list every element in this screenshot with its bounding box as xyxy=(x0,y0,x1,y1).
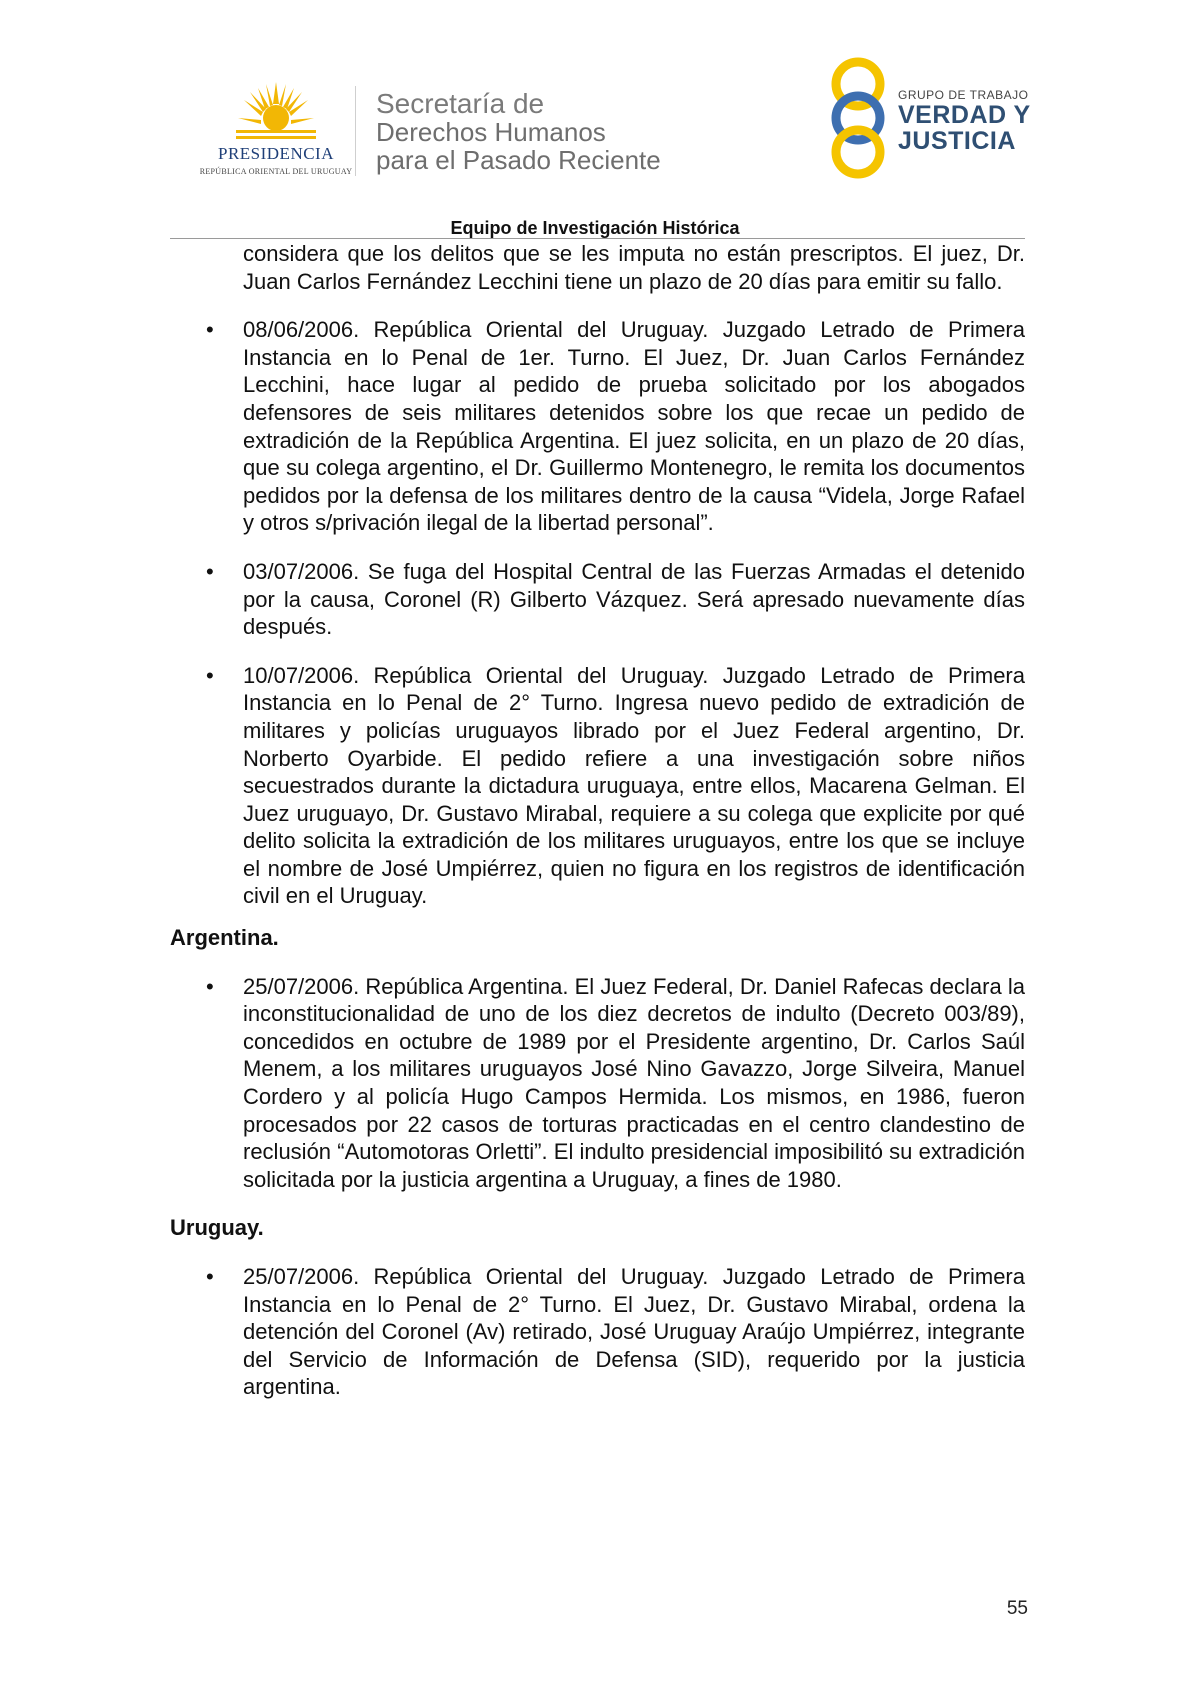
bullet: • xyxy=(206,662,214,688)
continuation-paragraph: considera que los delitos que se les imputa no están prescriptos. El juez, Dr. Juan Carlos Fernández Lecchini tiene un plazo de 20 días para emitir su fallo. xyxy=(243,241,1025,294)
section-heading-argentina: Argentina. xyxy=(170,925,279,951)
item-text: 10/07/2006. República Oriental del Uruguay. Juzgado Letrado de Primera Instancia en lo Penal de 2° Turno. Ingresa nuevo pedido de extradición de militares y policías uruguayos librado por el Juez Federal argentino, Dr. Norberto Oyarbide. El pedido refiere a una investigación sobre niños secuestrados durante la dictadura uruguaya, entre ellos, Macarena Gelman. El Juez uruguayo, Dr. Gustavo Mirabal, requiere a su colega que explicite por qué delito solicita la extradición de los militares uruguayos, entre los que se incluye el nombre de José Umpiérrez, quien no figura en los registros de identificación civil en el Uruguay. xyxy=(243,662,1025,909)
bullet: • xyxy=(206,1264,214,1289)
bullet: • xyxy=(206,973,214,999)
item-text: 25/07/2006. República Argentina. El Juez Federal, Dr. Daniel Rafecas declara la inconstitucionalidad de uno de los diez decretos de indulto (Decreto 003/89), concedidos en octubre de 1989 por el Presidente argentino, Dr. Carlos Saúl Menem, a los militares uruguayos José Nino Gavazzo, Jorge Silveira, Manuel Cordero y al policía Hugo Campos Hermida. Los mismos, en 1986, fueron procesados por 22 casos de torturas practicadas en el centro clandestino de reclusión “Automotoras Orletti”. El indulto presidencial imposibilitó su extradición solicitada por la justicia argentina a Uruguay, a fines de 1980. xyxy=(243,973,1025,1192)
verdad-justicia-text xyxy=(898,88,1031,154)
list-item xyxy=(206,316,1025,537)
bullet: • xyxy=(206,317,214,343)
document-body xyxy=(170,240,1025,1401)
logo-divider xyxy=(355,86,356,176)
team-title: Equipo de Investigación Histórica xyxy=(450,218,740,238)
item-text: 08/06/2006. República Oriental del Uruguay. Juzgado Letrado de Primera Instancia en lo Penal de 1er. Turno. El Juez, Dr. Juan Carlos Fernández Lecchini, hace lugar al pedido de prueba solicitado por los abogados defensores de seis militares detenidos sobre los que recae un pedido de extradición de la República Argentina. El juez solicita, en un plazo de 20 días, que su colega argentino, el Dr. Guillermo Montenegro, le remita los documentos pedidos por la defensa de los militares dentro de la causa “Videla, Jorge Rafael y otros s/privación ilegal de la libertad personal”. xyxy=(243,317,1025,536)
secretaria-line-1: Secretaría de xyxy=(376,88,545,119)
presidencia-sublabel: REPÚBLICA ORIENTAL DEL URUGUAY xyxy=(199,167,353,176)
bullet: • xyxy=(206,558,214,584)
verdad-justicia-logo xyxy=(822,56,1032,181)
list-item xyxy=(206,558,1025,641)
list-item xyxy=(206,973,1025,1194)
list-c xyxy=(170,1263,1025,1401)
secretaria-line-3: para el Pasado Reciente xyxy=(376,145,661,175)
page-number: 55 xyxy=(1006,1598,1028,1619)
list-b xyxy=(170,973,1025,1194)
rings-icon xyxy=(822,56,894,181)
gvj-line-3: JUSTICIA xyxy=(898,127,1016,155)
item-text: 25/07/2006. República Oriental del Uruguay. Juzgado Letrado de Primera Instancia en lo Penal de 2° Turno. El Juez, Dr. Gustavo Mirabal, ordena la detención del Coronel (Av) retirado, José Uruguay Araújo Umpiérrez, integrante del Servicio de Información de Defensa (SID), requerido por la justicia argentina. xyxy=(243,1264,1025,1400)
gvj-line-1: GRUPO DE TRABAJO xyxy=(898,88,1029,102)
presidencia-logo xyxy=(196,80,356,180)
gvj-line-2: VERDAD Y xyxy=(898,101,1031,129)
secretaria-logo-text xyxy=(376,90,661,174)
secretaria-line-2: Derechos Humanos xyxy=(376,117,606,147)
list-a xyxy=(170,316,1025,910)
section-heading-uruguay: Uruguay. xyxy=(170,1215,264,1241)
list-item xyxy=(206,662,1025,910)
item-text: 03/07/2006. Se fuga del Hospital Central de las Fuerzas Armadas el detenido por la causa, Coronel (R) Gilberto Vázquez. Será apresado nuevamente días después. xyxy=(243,558,1025,640)
list-item xyxy=(206,1263,1025,1401)
presidencia-label: PRESIDENCIA xyxy=(217,144,334,163)
header-rule xyxy=(170,238,1025,239)
sun-icon xyxy=(236,80,316,144)
page-header xyxy=(0,0,1190,250)
